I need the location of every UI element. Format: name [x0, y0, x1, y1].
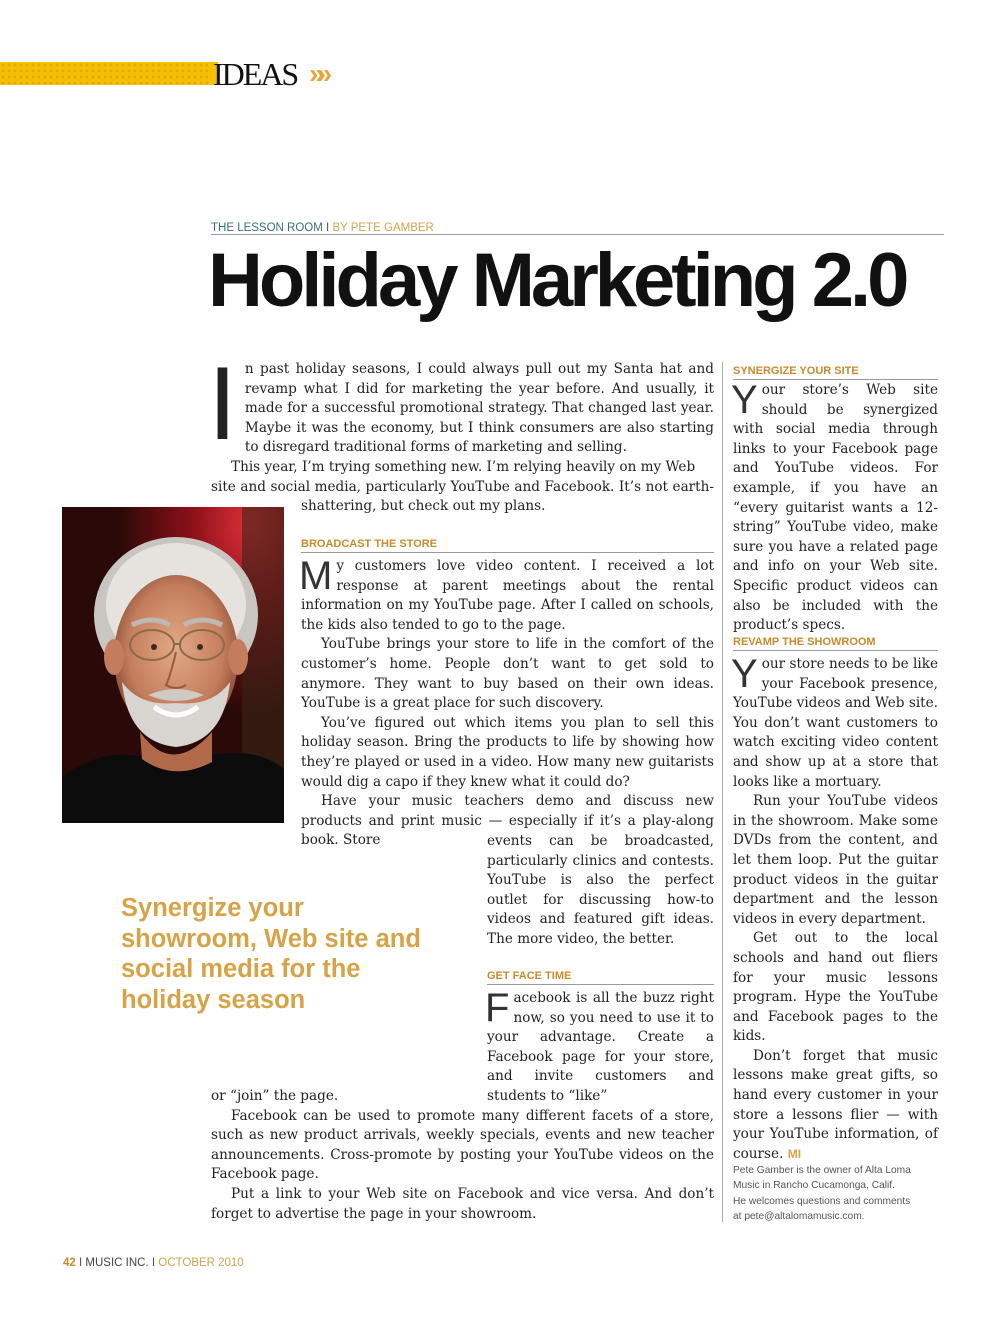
author-photo — [62, 507, 284, 823]
broadcast-section — [299, 554, 714, 851]
facetime-dropcap: F — [485, 986, 510, 1030]
section-chevron-icon: »» — [309, 58, 325, 89]
facetime-paragraph-3: Put a link to your Web site on Facebook and vice versa. And don’t forget to advertise the page in your showroom. — [211, 1185, 714, 1222]
intro-p2-line-1: This year, I’m trying something new. I’m relying heavily on my Web — [231, 459, 696, 475]
broadcast-paragraph-1: y customers love video content. I received a lot response at parent meetings about the rental information on my YouTube page. After I called on schools, the kids also tended to go to the page. — [301, 558, 714, 633]
pull-quote: Synergize your showroom, Web site and social media for the holiday season — [121, 894, 421, 1014]
portrait-illustration — [62, 507, 284, 823]
subhead-revamp: REVAMP THE SHOWROOM — [733, 635, 938, 651]
facetime-section-cont — [211, 1087, 714, 1224]
revamp-paragraph-4: Don’t forget that music lessons make great gifts, so hand every customer in your store a lessons flier — with your YouTube information, of course. — [733, 1047, 938, 1162]
author-name: BY PETE GAMBER — [332, 222, 434, 234]
broadcast-paragraph-4-cont: events can be broadcasted, particularly clinics and contests. YouTube is also the perfect outlet for discussing how-to videos and featured gift ideas. The more video, the better. — [487, 833, 714, 947]
revamp-paragraph-3: Get out to the local schools and hand out fliers for your music lessons program. Hype the YouTube and Facebook pages to the kids. — [733, 930, 938, 1045]
bio-line-4: at pete@altalomamusic.com. — [733, 1211, 865, 1223]
byline-rule — [211, 234, 944, 235]
page-footer — [63, 1256, 244, 1270]
intro-p2-line-2: site and social media, particularly YouTube and Facebook. It’s not earth- — [211, 478, 714, 495]
broadcast-dropcap: M — [299, 554, 333, 598]
footer-separator-2: I — [151, 1257, 156, 1269]
subhead-broadcast: BROADCAST THE STORE — [301, 537, 714, 553]
byline — [211, 221, 434, 235]
headline: Holiday Marketing 2.0 — [208, 238, 906, 323]
synergize-dropcap: Y — [731, 378, 758, 422]
footer-separator-1: I — [79, 1257, 83, 1269]
revamp-section — [731, 652, 938, 1164]
page-number: 42 — [63, 1257, 76, 1269]
column-name: THE LESSON ROOM — [211, 222, 323, 234]
intro-section — [208, 346, 714, 462]
synergize-section — [731, 378, 938, 636]
subhead-synergize: SYNERGIZE YOUR SITE — [733, 364, 938, 380]
bio-line-3: He welcomes questions and comments — [733, 1195, 911, 1207]
subhead-facetime: GET FACE TIME — [487, 969, 714, 985]
revamp-dropcap: Y — [731, 652, 758, 696]
facetime-paragraph-2: Facebook can be used to promote many different facets of a store, such as new product arrivals, weekly specials, events and new teacher announcements. Cross-promote by posting your YouTube videos on the Facebook page. — [211, 1107, 714, 1183]
bio-line-1: Pete Gamber is the owner of Alta Loma — [733, 1165, 911, 1176]
end-mark: MI — [787, 1146, 802, 1161]
section-title: IDEAS — [213, 56, 298, 92]
revamp-paragraph-2: Run your YouTube videos in the showroom. Make some DVDs from the content, and let them loop. Put the guitar product videos in the guitar department and the lesson videos in every department. — [733, 793, 938, 927]
intro-paragraph-1: n past holiday seasons, I could always pull out my Santa hat and revamp what I did for marketing the year before. And usually, it made for a successful promotional strategy. That changed last year. Maybe it was the economy, but I think consumers are also starting to disregard traditional forms of marketing and selling. — [244, 361, 714, 456]
magazine-name: MUSIC INC. — [85, 1257, 149, 1269]
author-bio — [733, 1163, 943, 1225]
column-divider — [722, 362, 723, 1222]
intro-p2-line-3: shattering, but check out my plans. — [301, 498, 546, 515]
issue-date: OCTOBER 2010 — [158, 1257, 244, 1269]
revamp-paragraph-1: our store needs to be like your Facebook presence, YouTube videos and Web site. You don’t want customers to watch exciting video content and show up at a store that looks like a mortuary. — [733, 656, 938, 790]
header-band — [0, 62, 215, 85]
broadcast-paragraph-2: YouTube brings your store to life in the comfort of the customer’s home. People don’t want to get sold to anymore. They want to buy based on their own ideas. YouTube is a great place for such discovery. — [301, 636, 714, 712]
facetime-paragraph-1: acebook is all the buzz right now, so you need to use it to your advantage. Create a Facebook page for your store, and invite customers and students to “like” — [487, 990, 714, 1104]
synergize-paragraph-1: our store’s Web site should be synergized with social media through links to your Facebook page and YouTube videos. For example, if you have an “every guitarist wants a 12-string” YouTube video, make sure you have a related page and info on your Web site. Specific product videos can also be included with the product’s specs. — [733, 382, 938, 634]
byline-separator: I — [326, 222, 330, 234]
intro-paragraph-2 — [211, 458, 714, 517]
facetime-paragraph-1-cont: or “join” the page. — [211, 1088, 339, 1104]
bio-line-2: Music in Rancho Cucamonga, Calif. — [733, 1180, 895, 1192]
broadcast-paragraph-3: You’ve figured out which items you plan to sell this holiday season. Bring the products to life by showing how they’re played or used in a video. How many new guitarists would dig a capo if they knew what it could do? — [301, 714, 714, 790]
intro-dropcap: I — [208, 346, 237, 462]
broadcast-paragraph-4: Have your music teachers demo and discuss new products and print music — especially if it’s a play-along book. Store — [301, 793, 714, 849]
